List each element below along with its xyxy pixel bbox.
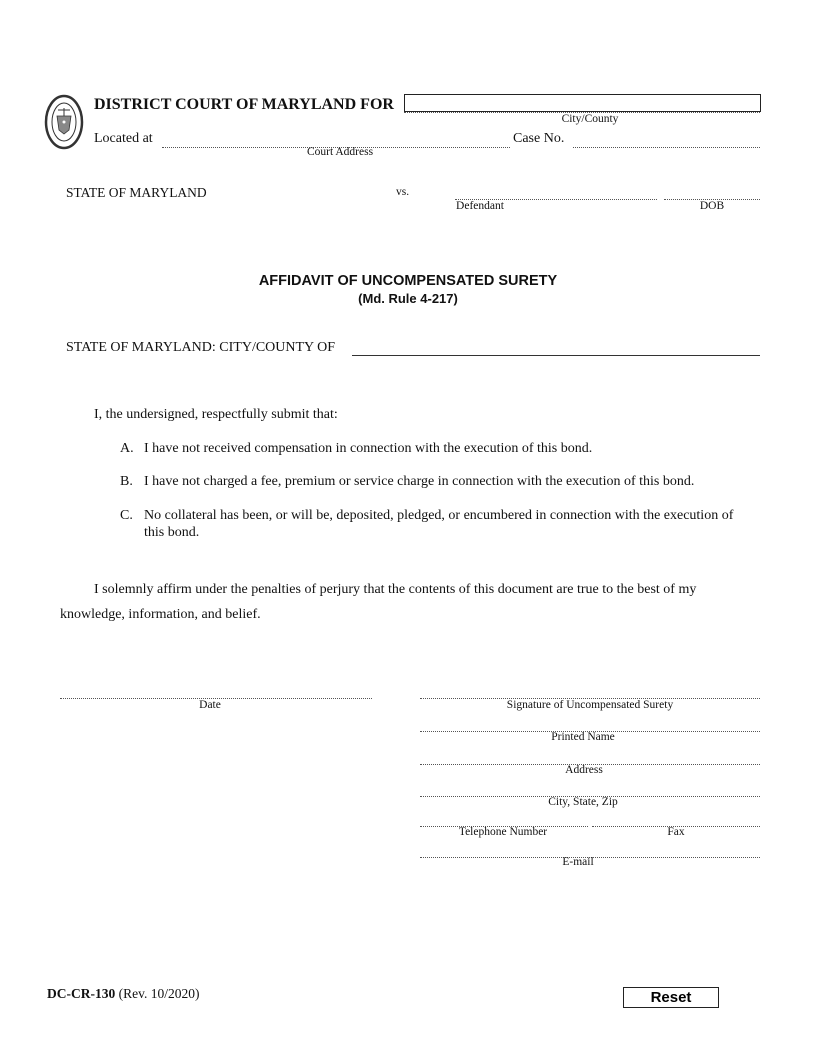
- printed-name-caption: Printed Name: [551, 731, 615, 743]
- city-state-zip-caption: City, State, Zip: [548, 796, 618, 808]
- intro-text: I, the undersigned, respectfully submit that:: [94, 407, 338, 422]
- affirm-text-line2: knowledge, information, and belief.: [60, 607, 261, 622]
- item-a-letter: A.: [120, 441, 134, 456]
- city-county-caption: City/County: [561, 113, 619, 125]
- court-seal-icon: [44, 94, 84, 150]
- form-number: [47, 986, 200, 1002]
- item-b-text: I have not charged a fee, premium or service charge in connection with the execution of this bond.: [144, 474, 695, 489]
- case-no-input[interactable]: [573, 147, 760, 148]
- court-address-caption: Court Address: [306, 146, 374, 158]
- document-title: AFFIDAVIT OF UNCOMPENSATED SURETY: [258, 273, 558, 289]
- telephone-caption: Telephone Number: [458, 826, 548, 838]
- address-caption: Address: [565, 764, 603, 776]
- venue-input[interactable]: [352, 355, 760, 356]
- document-subtitle: (Md. Rule 4-217): [358, 291, 458, 306]
- item-a-text: I have not received compensation in connection with the execution of this bond.: [144, 441, 593, 456]
- affirm-text-line1: I solemnly affirm under the penalties of perjury that the contents of this document are true to the best of my: [94, 582, 697, 597]
- item-c-letter: C.: [120, 508, 133, 523]
- item-c-text-line2: this bond.: [144, 525, 200, 540]
- form-revision: (Rev. 10/2020): [118, 986, 200, 1001]
- vs-label: vs.: [396, 186, 410, 198]
- item-b-letter: B.: [120, 474, 133, 489]
- fax-caption: Fax: [667, 826, 685, 838]
- reset-button[interactable]: Reset: [623, 987, 719, 1008]
- date-caption: Date: [199, 699, 221, 711]
- email-caption: E-mail: [562, 856, 594, 868]
- located-at-label: Located at: [94, 131, 153, 146]
- court-title: DISTRICT COURT OF MARYLAND FOR: [94, 96, 394, 113]
- signature-caption: Signature of Uncompensated Surety: [506, 699, 674, 711]
- item-c-text-line1: No collateral has been, or will be, deposited, pledged, or encumbered in connection with the execution of: [144, 508, 734, 523]
- dob-caption: DOB: [699, 200, 725, 212]
- city-county-input[interactable]: [404, 94, 761, 112]
- venue-label: STATE OF MARYLAND: CITY/COUNTY OF: [66, 340, 336, 355]
- state-label: STATE OF MARYLAND: [66, 185, 207, 200]
- defendant-caption: Defendant: [456, 200, 504, 212]
- form-number-code: DC-CR-130: [47, 986, 116, 1001]
- case-no-label: Case No.: [513, 131, 565, 146]
